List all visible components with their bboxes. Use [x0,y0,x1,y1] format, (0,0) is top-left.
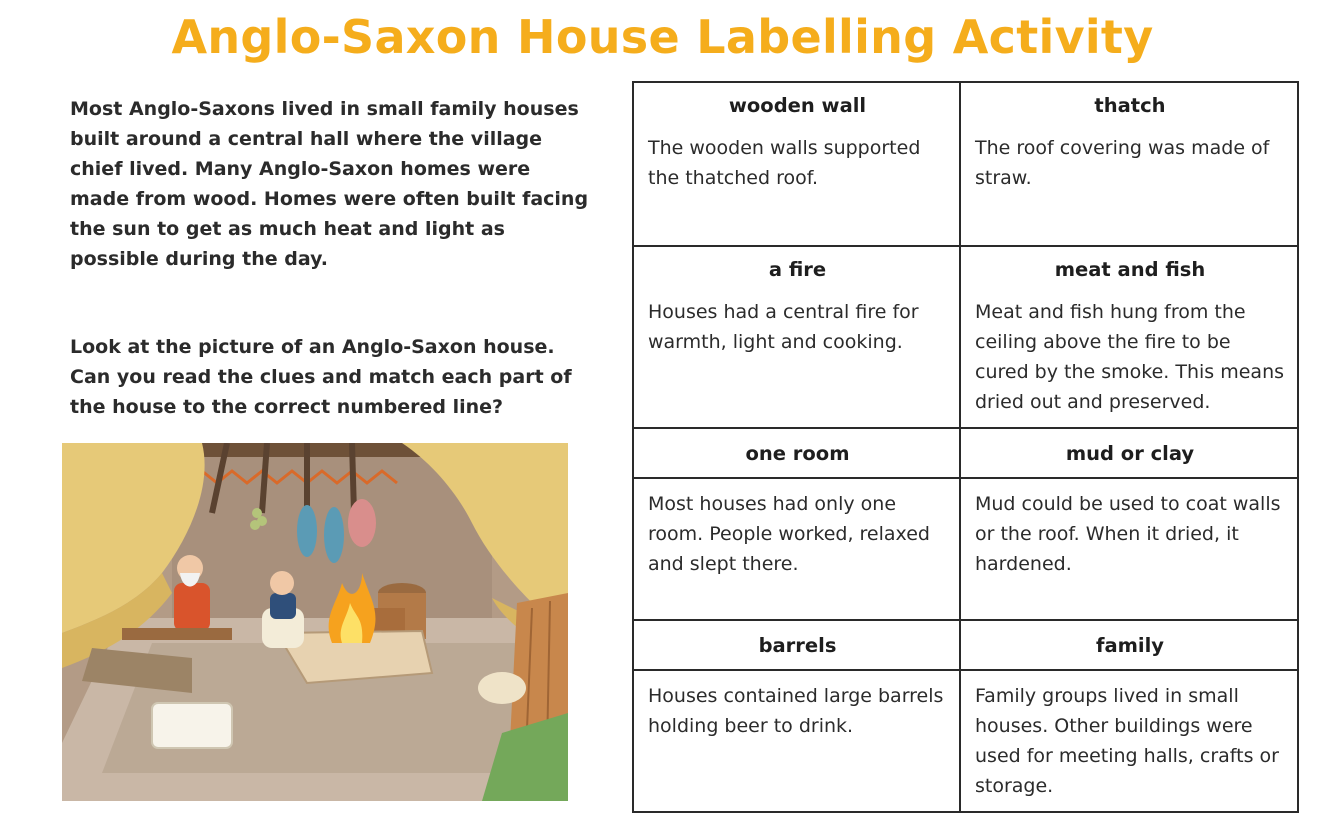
clue-text: Mud could be used to coat walls or the roof. When it dried, it hardened. [975,493,1281,575]
clue-text-cell [633,670,960,812]
clue-text: Family groups lived in small houses. Other buildings were used for meeting halls, crafts or storage. [975,685,1279,797]
instructions-paragraph: Look at the picture of an Anglo-Saxon house. Can you read the clues and match each part of the house to the correct numbered line? [70,336,572,418]
clue-text: The roof covering was made of straw. [975,137,1270,189]
clue-text: Houses had a central fire for warmth, light and cooking. [648,301,919,353]
clue-text: Meat and fish hung from the ceiling above the fire to be cured by the smoke. This means dried out and preserved. [975,301,1285,413]
clue-cell [633,246,960,428]
page-title: Anglo-Saxon House Labelling Activity [171,10,1154,64]
clue-heading-cell [960,428,1298,478]
clue-heading: mud or clay [1065,442,1195,465]
clue-heading: meat and fish [1054,258,1206,281]
clue-heading-cell [960,620,1298,670]
intro-paragraph: Most Anglo-Saxons lived in small family houses built around a central hall where the village chief lived. Many Anglo-Saxon homes were made from wood. Homes were often built facing the sun to get as much heat and light as possible during the day. [70,98,589,270]
clue-heading: one room [745,442,850,465]
clues-table [632,81,1299,813]
clue-heading: thatch [1094,94,1166,117]
clue-text-cell [960,478,1298,620]
clue-cell [633,82,960,246]
clue-text: Houses contained large barrels holding beer to drink. [648,685,944,737]
anglo-saxon-house-illustration [62,443,568,801]
clue-cell [960,82,1298,246]
clue-heading: a fire [768,258,827,281]
clue-heading-cell [633,428,960,478]
clue-text: Most houses had only one room. People worked, relaxed and slept there. [648,493,930,575]
clue-cell [960,246,1298,428]
clue-heading-cell [633,620,960,670]
clue-text: The wooden walls supported the thatched roof. [648,137,921,189]
clue-text-cell [960,670,1298,812]
intro-text [70,94,590,422]
clue-heading: family [1095,634,1165,657]
clue-text-cell [633,478,960,620]
clue-heading: wooden wall [728,94,867,117]
clue-heading: barrels [758,634,837,657]
